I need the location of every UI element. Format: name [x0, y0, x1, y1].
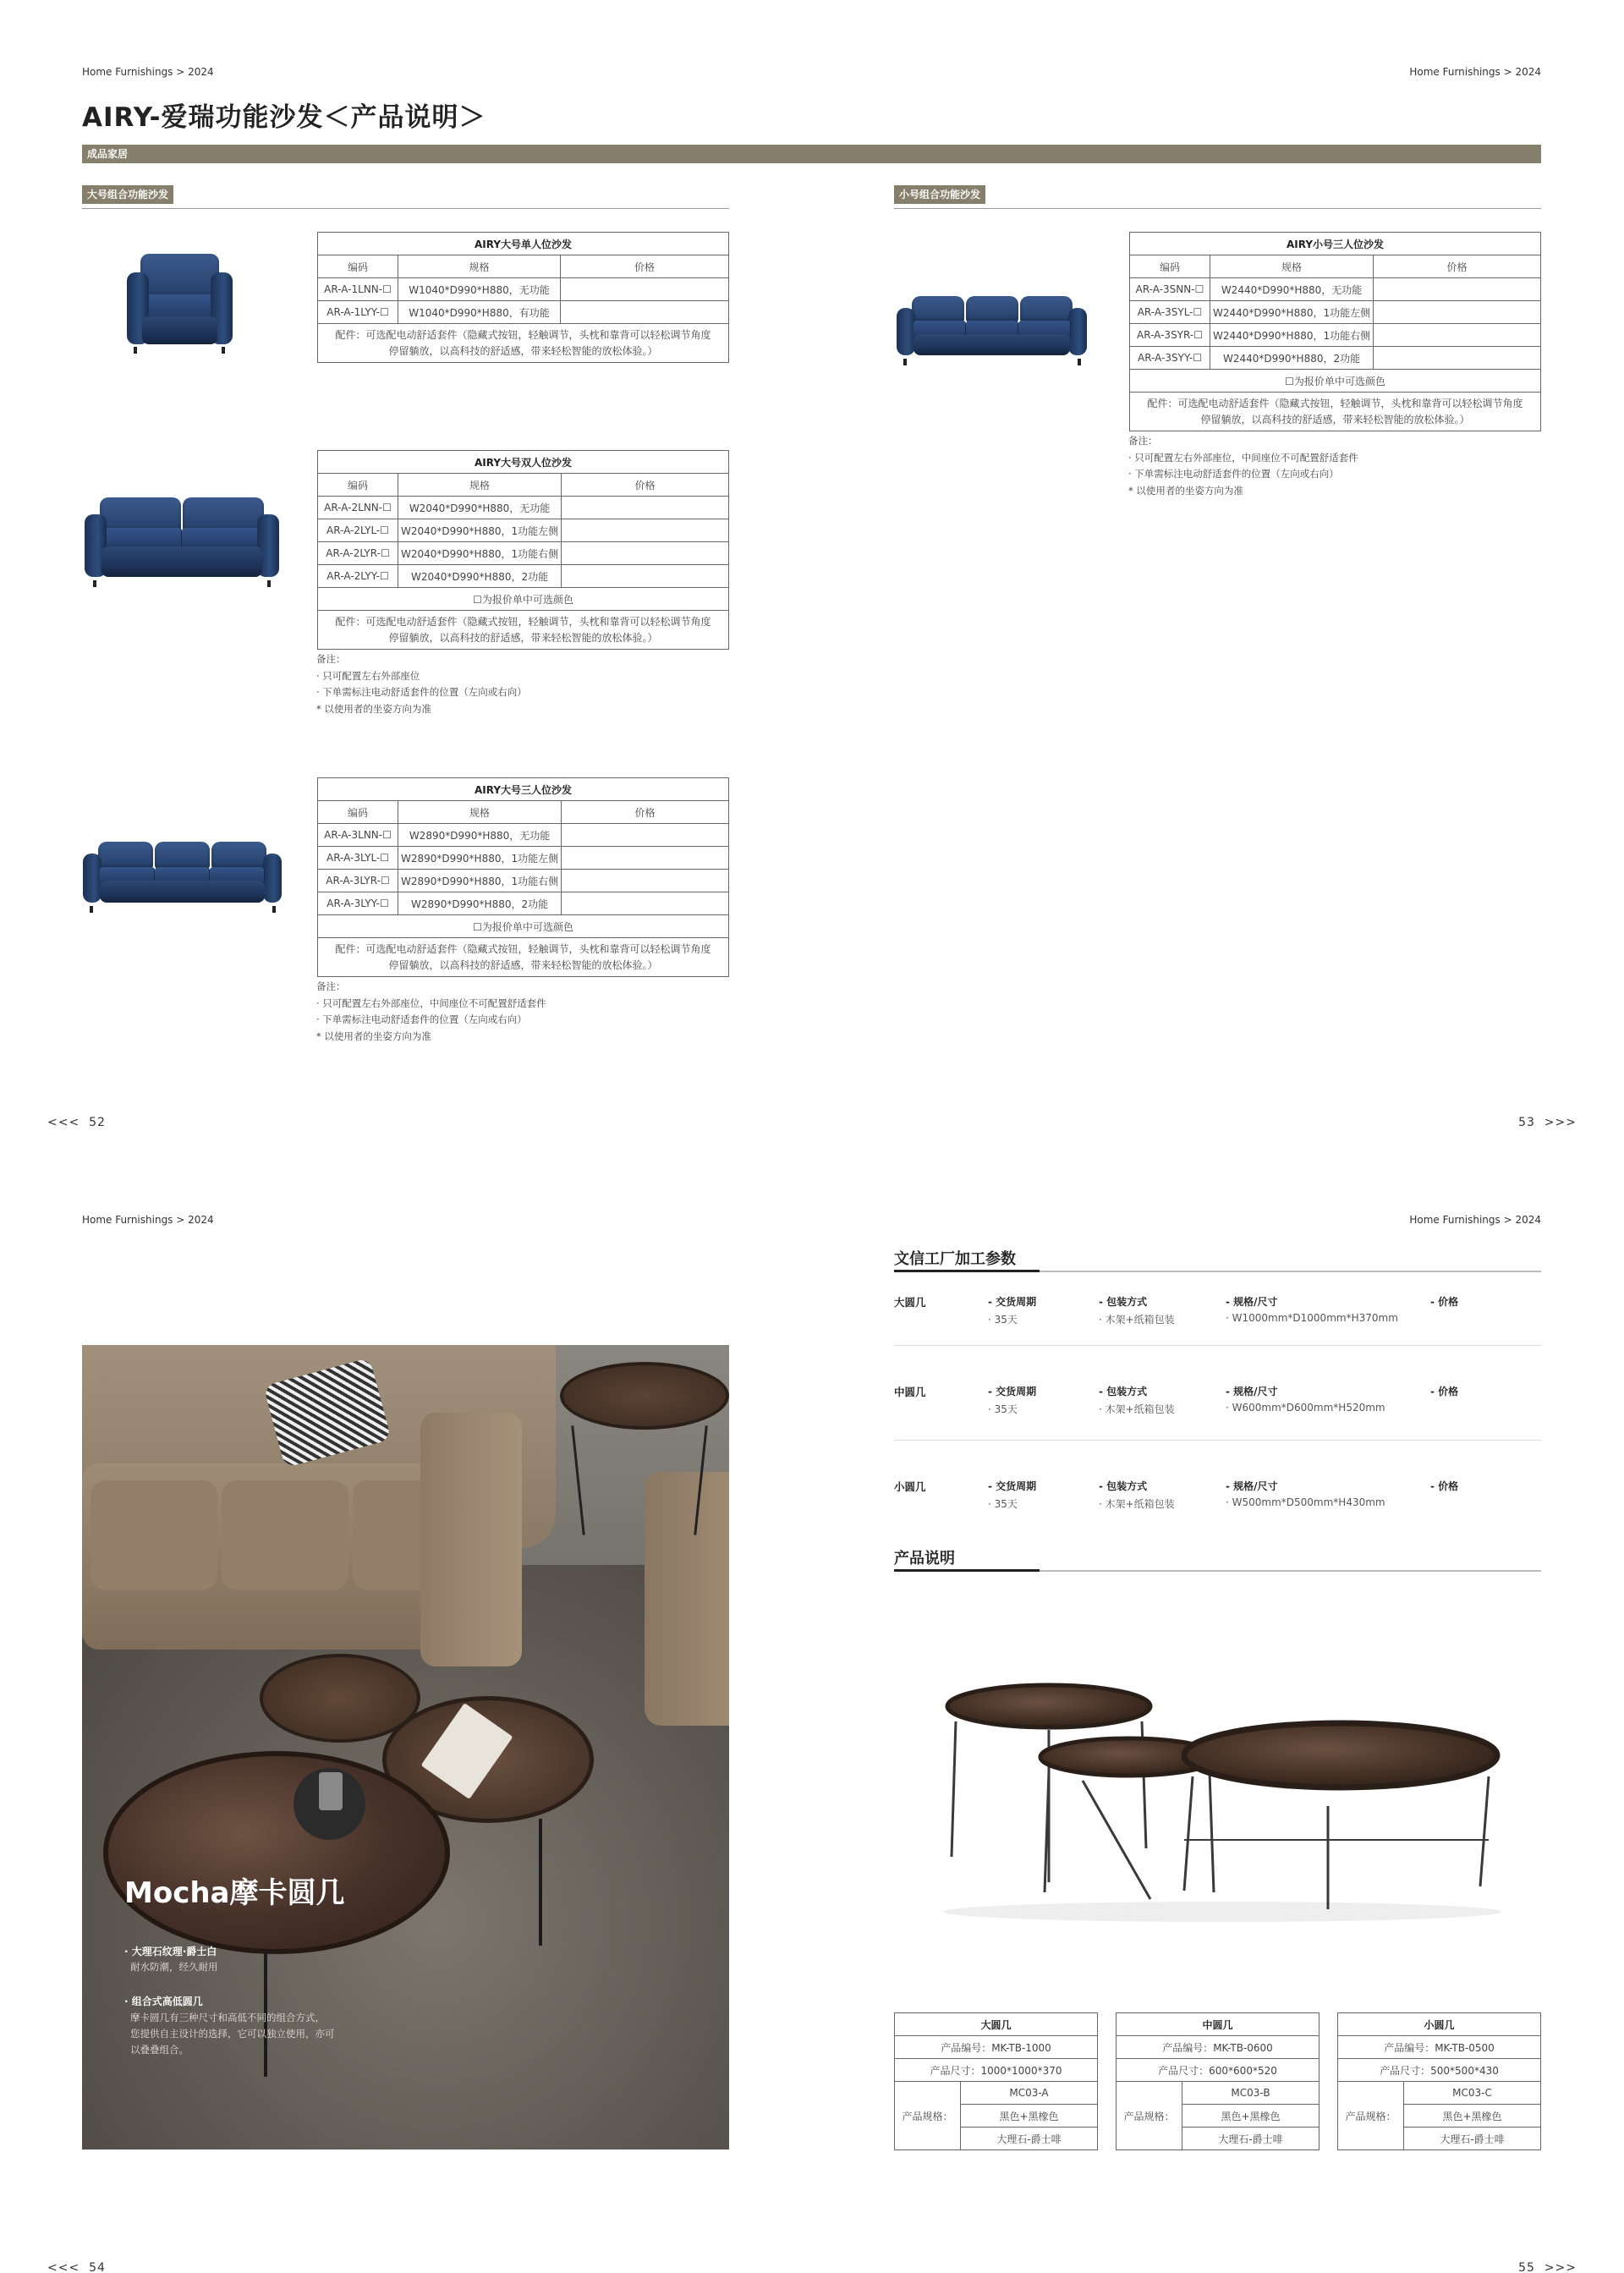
param-name: 中圆几 — [894, 1386, 926, 1398]
col-spec: 规格 — [398, 801, 562, 824]
cell-price — [562, 519, 729, 542]
lead-label: - 交货周期 — [988, 1386, 1037, 1397]
table-title: AIRY大号三人位沙发 — [318, 778, 729, 801]
table-row — [318, 847, 729, 870]
section-tag-small: 小号组合功能沙发 — [894, 185, 985, 204]
prev-arrows: <<< — [47, 2261, 80, 2273]
desc-title: 产品说明 — [894, 1550, 955, 1567]
col-code: 编码 — [318, 255, 398, 278]
next-arrows: >>> — [1544, 2261, 1577, 2273]
cell-code: AR-A-3LYL-☐ — [318, 847, 398, 870]
page-number-53 — [1518, 1116, 1577, 1129]
product-size: 产品尺寸：500*500*430 — [1338, 2059, 1541, 2082]
cell-spec: W2040*D990*H880，无功能 — [398, 497, 562, 519]
cell-spec: W2440*D990*H880，1功能右侧 — [1210, 324, 1374, 347]
table-large-single — [317, 232, 729, 363]
notes-large-triple — [316, 979, 546, 1045]
section-tag-large: 大号组合功能沙发 — [82, 185, 173, 204]
col-code: 编码 — [318, 474, 398, 497]
pack-value: · 木架+纸箱包装 — [1099, 1498, 1175, 1510]
pack-label: - 包装方式 — [1099, 1296, 1148, 1308]
lead-label: - 交货周期 — [988, 1480, 1037, 1492]
cell-spec: W1040*D990*H880，无功能 — [398, 278, 561, 301]
col-code: 编码 — [318, 801, 398, 824]
cell-spec: W1040*D990*H880，有功能 — [398, 301, 561, 324]
params-title: 文信工厂加工参数 — [894, 1250, 1016, 1268]
cell-price — [1374, 278, 1541, 301]
cell-spec: W2440*D990*H880，2功能 — [1210, 347, 1374, 370]
sofa-triple-small-image — [897, 296, 1087, 360]
spec-value: 大理石-爵士啡 — [961, 2128, 1098, 2150]
table-title: AIRY小号三人位沙发 — [1130, 233, 1541, 255]
size-label: - 规格/尺寸 — [1226, 1386, 1278, 1397]
desc-line: 您提供自主设计的选择，它可以独立使用，亦可 — [130, 2028, 335, 2040]
feature-1-title: · 大理石纹理·爵士白 — [124, 1946, 217, 1957]
note-line: · 下单需标注电动舒适套件的位置（左向或右向） — [1128, 468, 1339, 480]
prev-arrows: <<< — [47, 1116, 80, 1129]
accessory-note — [318, 611, 729, 650]
spec-value: 黑色+黑橡色 — [1404, 2105, 1541, 2128]
cell-price — [562, 497, 729, 519]
lead-value: · 35天 — [988, 1314, 1018, 1326]
note-line: * 以使用者的坐姿方向为准 — [1128, 484, 1243, 497]
notes-large-double — [316, 651, 527, 717]
col-price: 价格 — [562, 801, 729, 824]
product-code: 产品编号：MK-TB-0500 — [1338, 2036, 1541, 2059]
sofa-triple-large-image — [83, 842, 282, 908]
cell-spec: W2040*D990*H880，1功能右侧 — [398, 542, 562, 565]
sofa-double-image — [85, 497, 279, 582]
pack-label: - 包装方式 — [1099, 1386, 1148, 1397]
accessory-line: 配件：可选配电动舒适套件（隐藏式按钮，轻触调节，头枕和靠背可以轻松调节角度 — [335, 942, 711, 955]
accessory-line: 停留躺放，以高科技的舒适感，带来轻松智能的放松体验。） — [388, 631, 658, 644]
table-row — [1130, 278, 1541, 301]
cell-price — [562, 847, 729, 870]
desc-line: 以叠叠组合。 — [130, 2044, 189, 2056]
lead-label: - 交货周期 — [988, 1296, 1037, 1308]
size-value: · W600mm*D600mm*H520mm — [1226, 1402, 1385, 1414]
size-value: · W1000mm*D1000mm*H370mm — [1226, 1312, 1398, 1324]
cell-code: AR-A-2LNN-☐ — [318, 497, 398, 519]
page-number: 52 — [89, 1116, 106, 1129]
spec-value: MC03-B — [1182, 2082, 1320, 2105]
mini-table-small — [1337, 2012, 1541, 2150]
table-title: AIRY大号双人位沙发 — [318, 451, 729, 474]
table-row — [318, 824, 729, 847]
cell-spec: W2890*D990*H880，1功能右侧 — [398, 870, 562, 892]
feature-2-desc — [130, 2010, 335, 2058]
color-note: ☐为报价单中可选颜色 — [1130, 370, 1541, 393]
cell-price — [1374, 301, 1541, 324]
section-rule — [82, 208, 729, 209]
col-code: 编码 — [1130, 255, 1210, 278]
cell-spec: W2040*D990*H880，1功能左侧 — [398, 519, 562, 542]
note-line: 备注： — [1128, 435, 1158, 447]
note-line: · 只可配置左右外部座位，中间座位不可配置舒适套件 — [316, 996, 546, 1009]
cell-price — [562, 824, 729, 847]
param-name: 小圆几 — [894, 1480, 926, 1493]
note-line: 备注： — [316, 653, 346, 665]
cell-code: AR-A-3SYY-☐ — [1130, 347, 1210, 370]
table-row — [318, 565, 729, 588]
price-label: - 价格 — [1430, 1386, 1459, 1397]
accessory-note — [318, 938, 729, 977]
param-separator — [894, 1345, 1541, 1346]
cell-spec: W2440*D990*H880，1功能左侧 — [1210, 301, 1374, 324]
accessory-line: 停留躺放，以高科技的舒适感，带来轻松智能的放松体验。） — [388, 344, 658, 357]
cell-code: AR-A-3LYY-☐ — [318, 892, 398, 915]
cell-code: AR-A-2LYR-☐ — [318, 542, 398, 565]
cell-code: AR-A-3LNN-☐ — [318, 824, 398, 847]
pack-value: · 木架+纸箱包装 — [1099, 1403, 1175, 1415]
mini-table-title: 大圆几 — [895, 2013, 1098, 2036]
lead-value: · 35天 — [988, 1498, 1018, 1510]
feature-2-title: · 组合式高低圆几 — [124, 1996, 203, 2007]
cell-code: AR-A-3SYL-☐ — [1130, 301, 1210, 324]
col-spec: 规格 — [1210, 255, 1374, 278]
pack-value: · 木架+纸箱包装 — [1099, 1314, 1175, 1326]
mini-table-large — [894, 2012, 1098, 2150]
notes-small-triple — [1128, 433, 1358, 499]
cell-code: AR-A-1LNN-☐ — [318, 278, 398, 301]
cell-price — [562, 565, 729, 588]
cell-price — [562, 892, 729, 915]
cell-code: AR-A-3LYR-☐ — [318, 870, 398, 892]
product-size: 产品尺寸：600*600*520 — [1116, 2059, 1320, 2082]
cell-price — [561, 278, 729, 301]
accessory-note — [1130, 393, 1541, 431]
size-value: · W500mm*D500mm*H430mm — [1226, 1496, 1385, 1508]
col-spec: 规格 — [398, 474, 562, 497]
accessory-note — [318, 324, 729, 363]
table-row — [318, 519, 729, 542]
page-number-55 — [1518, 2261, 1577, 2273]
cell-spec: W2440*D990*H880，无功能 — [1210, 278, 1374, 301]
table-large-double — [317, 450, 729, 650]
table-row — [318, 542, 729, 565]
table-row — [318, 892, 729, 915]
table-row — [318, 870, 729, 892]
table-row — [318, 278, 729, 301]
price-label: - 价格 — [1430, 1296, 1459, 1308]
accessory-line: 配件：可选配电动舒适套件（隐藏式按钮，轻触调节，头枕和靠背可以轻松调节角度 — [335, 328, 711, 341]
lead-value: · 35天 — [988, 1403, 1018, 1415]
product-size: 产品尺寸：1000*1000*370 — [895, 2059, 1098, 2082]
table-row — [1130, 301, 1541, 324]
mini-table-title: 小圆几 — [1338, 2013, 1541, 2036]
col-price: 价格 — [1374, 255, 1541, 278]
cell-code: AR-A-2LYL-☐ — [318, 519, 398, 542]
section-rule — [894, 208, 1541, 209]
note-line: 备注： — [316, 980, 346, 992]
table-small-triple — [1129, 232, 1541, 431]
desc-title-rule — [894, 1570, 1541, 1572]
page-number-54 — [47, 2261, 106, 2273]
desc-line: 摩卡圆几有三种尺寸和高低不同的组合方式， — [130, 2012, 325, 2023]
col-price: 价格 — [561, 255, 729, 278]
pack-label: - 包装方式 — [1099, 1480, 1148, 1492]
spec-value: 黑色+黑橡色 — [961, 2105, 1098, 2128]
accessory-line: 配件：可选配电动舒适套件（隐藏式按钮，轻触调节，头枕和靠背可以轻松调节角度 — [335, 615, 711, 628]
page-number: 55 — [1518, 2261, 1535, 2273]
cell-spec: W2890*D990*H880，无功能 — [398, 824, 562, 847]
photo-title: Mocha摩卡圆几 — [124, 1876, 345, 1910]
spec-label: 产品规格： — [1338, 2082, 1404, 2150]
page-number: 54 — [89, 2261, 106, 2273]
cell-price — [562, 870, 729, 892]
col-price: 价格 — [562, 474, 729, 497]
page-title: AIRY-爱瑞功能沙发＜产品说明＞ — [82, 102, 486, 133]
param-name: 大圆几 — [894, 1296, 926, 1309]
page-number: 53 — [1518, 1116, 1535, 1129]
cell-code: AR-A-1LYY-☐ — [318, 301, 398, 324]
cell-price — [561, 301, 729, 324]
color-note: ☐为报价单中可选颜色 — [318, 915, 729, 938]
cell-spec: W2040*D990*H880，2功能 — [398, 565, 562, 588]
cell-price — [1374, 347, 1541, 370]
accessory-line: 停留躺放，以高科技的舒适感，带来轻松智能的放松体验。） — [1200, 413, 1470, 426]
page-header: Home Furnishings > 2024 — [1409, 1214, 1541, 1226]
table-title: AIRY大号单人位沙发 — [318, 233, 729, 255]
page-header: Home Furnishings > 2024 — [82, 66, 214, 78]
table-row — [1130, 347, 1541, 370]
category-band: 成品家居 — [82, 145, 1541, 163]
param-separator — [894, 1440, 1541, 1441]
params-title-rule — [894, 1271, 1541, 1272]
spec-value: 大理石-爵士啡 — [1182, 2128, 1320, 2150]
note-line: * 以使用者的坐姿方向为准 — [316, 702, 431, 715]
note-line: · 只可配置左右外部座位 — [316, 669, 420, 682]
page-header: Home Furnishings > 2024 — [1409, 66, 1541, 78]
feature-1-desc: 耐水防潮，经久耐用 — [130, 1961, 218, 1973]
lifestyle-photo — [82, 1345, 729, 2149]
col-spec: 规格 — [398, 255, 561, 278]
size-label: - 规格/尺寸 — [1226, 1296, 1278, 1308]
table-row — [318, 301, 729, 324]
sofa-single-image — [127, 254, 233, 349]
color-note: ☐为报价单中可选颜色 — [318, 588, 729, 611]
table-large-triple — [317, 777, 729, 977]
mini-table-medium — [1116, 2012, 1320, 2150]
spec-label: 产品规格： — [895, 2082, 961, 2150]
page-number-52 — [47, 1116, 106, 1129]
cell-code: AR-A-3SNN-☐ — [1130, 278, 1210, 301]
product-code: 产品编号：MK-TB-1000 — [895, 2036, 1098, 2059]
table-row — [318, 497, 729, 519]
mini-table-title: 中圆几 — [1116, 2013, 1320, 2036]
note-line: · 下单需标注电动舒适套件的位置（左向或右向） — [316, 686, 527, 698]
table-row — [1130, 324, 1541, 347]
price-label: - 价格 — [1430, 1480, 1459, 1492]
note-line: · 下单需标注电动舒适套件的位置（左向或右向） — [316, 1013, 527, 1025]
spec-value: MC03-A — [961, 2082, 1098, 2105]
cell-price — [562, 542, 729, 565]
product-code: 产品编号：MK-TB-0600 — [1116, 2036, 1320, 2059]
cell-code: AR-A-3SYR-☐ — [1130, 324, 1210, 347]
next-arrows: >>> — [1544, 1116, 1577, 1129]
cell-price — [1374, 324, 1541, 347]
page-header: Home Furnishings > 2024 — [82, 1214, 214, 1226]
note-line: · 只可配置左右外部座位，中间座位不可配置舒适套件 — [1128, 451, 1358, 464]
cell-spec: W2890*D990*H880，2功能 — [398, 892, 562, 915]
size-label: - 规格/尺寸 — [1226, 1480, 1278, 1492]
spec-value: 黑色+黑橡色 — [1182, 2105, 1320, 2128]
accessory-line: 配件：可选配电动舒适套件（隐藏式按钮，轻触调节，头枕和靠背可以轻松调节角度 — [1147, 397, 1523, 409]
accessory-line: 停留躺放，以高科技的舒适感，带来轻松智能的放松体验。） — [388, 958, 658, 971]
spec-value: 大理石-爵士啡 — [1404, 2128, 1541, 2150]
spec-value: MC03-C — [1404, 2082, 1541, 2105]
cell-spec: W2890*D990*H880，1功能左侧 — [398, 847, 562, 870]
note-line: * 以使用者的坐姿方向为准 — [316, 1029, 431, 1042]
cell-code: AR-A-2LYY-☐ — [318, 565, 398, 588]
spec-label: 产品规格： — [1116, 2082, 1182, 2150]
nesting-tables-image — [930, 1671, 1514, 1924]
